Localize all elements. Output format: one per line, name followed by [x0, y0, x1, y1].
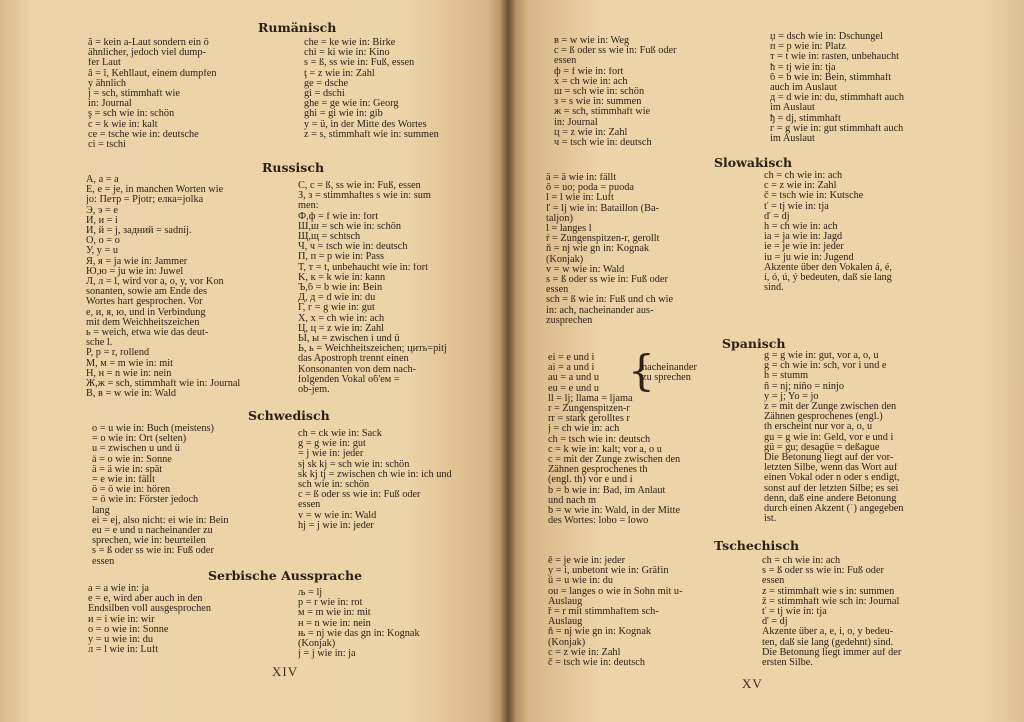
entry-line: v = w wie in: Wald: [298, 510, 377, 521]
entry-line: mit dem Weichheitszeichen: [86, 317, 200, 328]
entry-line: y = ü, in der Mitte des Wortes: [304, 119, 427, 130]
entry-line: б = b wie in: Bein, stimmhaft: [770, 72, 892, 83]
entry-line: в = w wie in: Weg: [554, 36, 630, 46]
right-page: [508, 0, 1024, 722]
entry-line: ä = ä wie in: spät: [92, 464, 163, 475]
entry-line: Zähnen gesprochenes (engl.): [764, 412, 883, 423]
entry-line: å = o wie in: Sonne: [92, 454, 172, 465]
entry-line: h = stumm: [764, 371, 809, 382]
entry-line: p = r wie in: rot: [298, 598, 363, 609]
schwedisch-col-2: [298, 429, 498, 531]
entry-line: Die Betonung liegt immer auf der: [762, 647, 902, 658]
entry-line: д = d wie in: du, stimmhaft auch: [770, 93, 905, 104]
heading-spanisch: Spanisch: [722, 336, 786, 351]
entry-line: o = u wie in: Buch (meistens): [92, 424, 214, 434]
entry-line: Akzente über den Vokalen á, é,: [764, 262, 892, 273]
entry-line: Auslaug: [548, 596, 583, 607]
entry-line: č = tsch wie in: Kutsche: [764, 191, 864, 202]
entry-line: o = o wie in: Sonne: [88, 624, 169, 635]
entry-line: u = zwischen u und ü: [92, 444, 180, 455]
entry-line: lang: [92, 505, 110, 516]
brace: {: [628, 346, 655, 395]
entry-line: Э, э = e: [86, 205, 118, 216]
entry-line: ă = kein a-Laut sondern ein ö: [88, 38, 209, 48]
entry-line: essen: [554, 56, 577, 67]
entry-line: j = ch wie in: ach: [548, 424, 620, 435]
entry-line: sind.: [764, 283, 784, 294]
entry-line: ж = sch, stimmhaft wie: [554, 107, 651, 118]
entry-line: ь = weich, etwa wie das deut-: [86, 328, 209, 339]
heading-rumaenisch: Rumänisch: [258, 20, 337, 35]
entry-line: ten, daß sie lang (gedehnt) sind.: [762, 637, 894, 648]
entry-line: Ъ,б = b wie in: Bein: [298, 283, 383, 294]
entry-line: ch = ch wie in: ach: [762, 556, 841, 566]
page-number-left: XIV: [272, 664, 299, 679]
entry-line: zu sprechen: [642, 373, 691, 384]
entry-line: ш = sch wie in: schön: [554, 87, 645, 98]
entry-line: y = j; Yo = jo: [764, 391, 819, 402]
entry-line: hj = j wie in: jeder: [298, 520, 374, 531]
entry-line: с = ß oder ss wie in: Fuß oder: [554, 46, 677, 57]
entry-line: eu = e und u: [548, 383, 599, 394]
entry-line: C, c = ß, ss wie in: Fuß, essen: [298, 181, 421, 191]
entry-line: č = tsch wie in: deutsch: [548, 658, 646, 669]
tschechisch-col-1: [548, 556, 768, 668]
entry-line: х = ch wie in: ach: [554, 76, 628, 87]
serbisch-col-2: [298, 588, 498, 659]
entry-line: ф = f wie in: fort: [554, 66, 624, 77]
entry-line: У, у = u: [86, 246, 119, 257]
entry-line: т = t wie in: rasten, unbehaucht: [770, 52, 899, 63]
entry-line: ch = ch wie in: ach: [764, 171, 843, 181]
entry-line: ř = r mit stimmhaftem sch-: [548, 607, 659, 618]
entry-line: И, и = i: [86, 215, 118, 226]
entry-line: und nach m: [548, 495, 597, 506]
entry-line: ähnlicher, jedoch viel dump-: [88, 48, 206, 59]
entry-line: ĺ = langes l: [546, 224, 592, 235]
entry-line: Wortes hart gesprochen. Vor: [86, 297, 203, 308]
entry-line: Д, д = d wie in: du: [298, 293, 376, 304]
entry-line: Ф,ф = f wie in: fort: [298, 211, 379, 222]
entry-line: ď = dj: [762, 617, 788, 628]
entry-line: einen Vokal oder n oder s endigt,: [764, 473, 900, 484]
entry-line: ä = ä wie in: fällt: [546, 173, 617, 183]
entry-line: sonanten, sowie am Ende des: [86, 287, 207, 298]
entry-line: sonst auf der letzten Silbe; es sei: [764, 483, 899, 494]
entry-line: ů = u wie in: du: [548, 576, 614, 587]
entry-line: Ц, ц = z wie in: Zahl: [298, 323, 384, 334]
rumaenisch-col-2: [304, 38, 500, 140]
entry-line: T, т = t, unbehaucht wie in: fort: [298, 262, 428, 273]
entry-line: ĺ = l wie in: Luft: [546, 193, 614, 204]
entry-line: nacheinander: [642, 363, 697, 373]
entry-line: ц = z wie in: Zahl: [554, 127, 628, 138]
entry-line: ş = sch wie in: schön: [88, 109, 175, 120]
entry-line: h = ch wie in: ach: [764, 222, 838, 233]
entry-line: das Apostroph trennt einen: [298, 354, 409, 365]
entry-line: ч = tsch wie in: deutsch: [554, 138, 652, 149]
entry-line: z = s, stimmhaft wie in: summen: [304, 129, 439, 140]
heading-slowakisch: Slowakisch: [714, 155, 793, 170]
entry-line: ge = dsche: [304, 78, 349, 89]
spanisch-col-2: [764, 351, 1014, 524]
entry-line: П, п = p wie in: Pass: [298, 252, 384, 263]
entry-line: g = ch wie in: sch, vor i und e: [764, 361, 887, 372]
entry-line: = e wie in: fällt: [92, 475, 155, 486]
entry-line: ñ = nj; niño = ninjo: [764, 381, 844, 392]
entry-line: ch = ck wie in: Sack: [298, 429, 382, 439]
entry-line: = o wie in: Ort (selten): [92, 434, 187, 445]
entry-line: gi = dschi: [304, 89, 345, 100]
entry-line: b = w wie in: Wald, in der Mitte: [548, 506, 681, 517]
entry-line: E, e = je, in manchen Worten wie: [86, 185, 224, 196]
entry-line: sch wie in: schön: [298, 480, 370, 491]
entry-line: ľ = lj wie in: Bataillon (Ba-: [546, 203, 659, 214]
entry-line: ob-jem.: [298, 385, 330, 396]
heading-serbisch: Serbische Aussprache: [208, 568, 363, 583]
entry-line: ŕ = Zungenspitzen-r, gerollt: [546, 234, 660, 245]
heading-schwedisch: Schwedisch: [248, 408, 330, 423]
entry-line: im Auslaut: [770, 134, 815, 145]
entry-line: jo: Петр = Pjotr; елка=jolka: [86, 195, 204, 206]
entry-line: Ь, ь = Weichheitszeichen; цить=pitj: [298, 344, 447, 355]
entry-line: rr = stark gerolltes r: [548, 414, 630, 425]
entry-line: che = ke wie in: Birke: [304, 38, 396, 48]
entry-line: (engl. th) vor e und i: [548, 475, 633, 486]
entry-line: y = u wie in: du: [88, 635, 154, 646]
entry-line: z = stimmhaft wie s in: summen: [762, 586, 895, 597]
entry-line: gu = g wie in: Geld, vor e und i: [764, 432, 894, 443]
entry-line: Auslaug: [548, 617, 583, 628]
entry-line: ghi = gi wie in: gib: [304, 109, 383, 120]
entry-line: K, к = k wie in: kann: [298, 272, 386, 283]
entry-line: љ = lj: [298, 588, 323, 598]
entry-line: s = ß oder ss wie in: Fuß oder: [92, 546, 214, 557]
serbisch-continued-col-1: [554, 36, 766, 148]
page-number-right: XV: [742, 676, 763, 691]
entry-line: denn, daß eine andere Betonung: [764, 493, 897, 504]
entry-line: ž = stimmhaft wie sch in: Journal: [762, 596, 900, 607]
entry-line: A, a = a: [86, 175, 119, 185]
entry-line: s = ß oder ss wie in: Fuß oder: [546, 275, 668, 286]
tschechisch-col-2: [762, 556, 1012, 668]
entry-line: З, з = stimmhaftes s wie in: sum: [298, 191, 431, 202]
entry-line: Ж,ж = sch, stimmhaft wie in: Journal: [86, 379, 241, 390]
russisch-col-1: [86, 175, 298, 399]
entry-line: B, в = w wie in: Wald: [86, 389, 177, 400]
entry-line: in: ach, nacheinander aus-: [546, 305, 654, 316]
entry-line: ghe = ge wie in: Georg: [304, 99, 399, 110]
entry-line: Zähnen gesprochenes th: [548, 465, 648, 476]
entry-line: s = ß oder ss wie in: Fuß oder: [762, 566, 884, 577]
entry-line: ţ = z wie in: Zahl: [304, 68, 375, 79]
entry-line: auch im Auslaut: [770, 83, 837, 94]
entry-line: y ähnlich: [88, 78, 127, 89]
entry-line: ћ = tj wie in: tja: [770, 62, 836, 73]
entry-line: п = p wie in: Platz: [770, 42, 846, 53]
entry-line: ce = tsche wie in: deutsche: [88, 129, 199, 140]
entry-line: (Konjak): [298, 639, 336, 650]
entry-line: y = i, unbetont wie in: Gräfin: [548, 566, 669, 577]
entry-line: men:: [298, 201, 319, 212]
entry-line: z = mit der Zunge zwischen den: [764, 402, 897, 413]
russisch-col-2: [298, 181, 498, 395]
entry-line: ô = uo; poda = puoda: [546, 183, 634, 194]
entry-line: ou = langes o wie in Sohn mit u-: [548, 586, 683, 597]
entry-line: н = n wie in: nein: [298, 618, 371, 629]
entry-line: r = Zungenspitzen-r: [548, 404, 630, 415]
entry-line: ai = a und i: [548, 363, 595, 374]
entry-line: ť = tj wie in: tja: [764, 201, 829, 212]
heading-russisch: Russisch: [262, 160, 325, 175]
entry-line: H, н = n wie in: nein: [86, 368, 172, 379]
entry-line: Endsilben voll ausgesprochen: [88, 604, 211, 615]
entry-line: ia = ja wie in: Jagd: [764, 232, 843, 243]
entry-line: ě = je wie in: jeder: [548, 556, 625, 566]
entry-line: ď = dj: [764, 211, 790, 222]
entry-line: c = ß oder ss wie in: Fuß oder: [298, 490, 421, 501]
entry-line: c = k wie in: kalt; vor a, o u: [548, 444, 662, 455]
entry-line: im Auslaut: [770, 103, 815, 114]
entry-line: ersten Silbe.: [762, 658, 813, 669]
slowakisch-col-2: [764, 171, 1010, 293]
heading-tschechisch: Tschechisch: [714, 538, 800, 553]
entry-line: b = b wie in: Bad, im Anlaut: [548, 485, 666, 496]
entry-line: fer Laut: [88, 58, 121, 69]
entry-line: sprechen, wie in: beurteilen: [92, 536, 206, 547]
entry-line: au = a und u: [548, 373, 599, 384]
entry-line: in: Journal: [88, 99, 132, 110]
entry-line: a = a wie in: ja: [88, 584, 149, 594]
entry-line: taljon): [546, 213, 573, 224]
entry-line: Й, й = j, задний = sadnij.: [86, 226, 192, 237]
entry-line: essen: [546, 285, 569, 296]
entry-line: sche l.: [86, 338, 113, 349]
entry-line: ђ = dj, stimmhaft: [770, 113, 841, 124]
entry-line: Л, л = l, wird vor a, o, y, vor Kon: [86, 277, 224, 288]
entry-line: ll = lj; llama = ljama: [548, 393, 633, 404]
entry-line: Ю,ю = ju wie in: Juwel: [86, 266, 184, 277]
entry-line: sch = ß wie in: Fuß und ch wie: [546, 295, 674, 306]
serbisch-col-1: [88, 584, 296, 655]
entry-line: essen: [298, 500, 321, 511]
entry-line: ist.: [764, 514, 777, 525]
entry-line: (Konjak): [546, 254, 584, 265]
entry-line: з = s wie in: summen: [554, 97, 642, 108]
entry-line: c = mit der Zunge zwischen den: [548, 455, 681, 466]
entry-line: c = z wie in: Zahl: [764, 181, 837, 192]
entry-line: ch = tsch wie in: deutsch: [548, 434, 651, 445]
entry-line: c = k wie in: kalt: [88, 119, 158, 130]
rumaenisch-col-1: [88, 38, 298, 150]
schwedisch-col-1: [92, 424, 298, 567]
entry-line: џ = dsch wie in: Dschungel: [770, 32, 883, 42]
entry-line: Akzente über a, e, i, o, y bedeu-: [762, 627, 894, 638]
entry-line: sj sk kj = sch wie in: schön: [298, 459, 410, 470]
entry-line: = j wie in: jeder: [298, 449, 364, 460]
entry-line: iu = ju wie in: Jugend: [764, 252, 854, 263]
entry-line: м = m wie in: mit: [298, 608, 371, 619]
entry-line: gü = gu; desagüe = deßague: [764, 442, 880, 453]
entry-line: s = ß, ss wie in: Fuß, essen: [304, 58, 415, 69]
entry-line: и = i wie in: wir: [88, 614, 155, 625]
entry-line: ie = je wie in: jeder: [764, 242, 844, 253]
entry-line: Г, г = g wie in: gut: [298, 303, 375, 314]
entry-line: c = z wie in: Zahl: [548, 647, 621, 658]
entry-line: folgenden Vokal об'ем =: [298, 374, 400, 385]
entry-line: th erscheint nur vor a, o, u: [764, 422, 873, 433]
entry-line: v = w wie in: Wald: [546, 264, 625, 275]
entry-line: ei = e und i: [548, 353, 595, 363]
entry-line: durch einen Akzent (´) angegeben: [764, 504, 904, 515]
entry-line: in: Journal: [554, 117, 598, 128]
entry-line: X, х = ch wie in: ach: [298, 313, 385, 324]
entry-line: г = g wie in: gut stimmhaft auch: [770, 123, 904, 134]
entry-line: (Konjak): [548, 637, 586, 648]
entry-line: eu = e und u nacheinander zu: [92, 526, 213, 537]
entry-line: ň = nj wie gn in: Kognak: [548, 627, 652, 638]
entry-line: e = e, wird aber auch in den: [88, 594, 203, 605]
entry-line: Die Betonung liegt auf der vor-: [764, 453, 894, 464]
entry-line: g = g wie in: gut: [298, 439, 366, 450]
entry-line: chi = ki wie in: Kino: [304, 48, 390, 59]
book-gutter: [500, 0, 516, 722]
entry-line: P, p = r, rollend: [86, 348, 150, 359]
entry-line: j = j wie in: ja: [298, 649, 356, 660]
entry-line: = ö wie in: Förster jedoch: [92, 495, 199, 506]
entry-line: â = î, Kehllaut, einem dumpfen: [88, 68, 217, 79]
entry-line: j = sch, stimmhaft wie: [88, 89, 180, 100]
entry-line: zusprechen: [546, 315, 593, 326]
left-page: [0, 0, 508, 722]
entry-line: Ы, ы = zwischen i und ü: [298, 334, 400, 345]
spanisch-brace-note: [642, 363, 742, 383]
entry-line: O, o = o: [86, 236, 120, 247]
entry-line: ei = ej, also nicht: ei wie in: Bein: [92, 515, 229, 526]
entry-line: ci = tschi: [88, 140, 126, 151]
entry-line: Щ,щ = schtsch: [298, 232, 361, 243]
entry-line: ö = ö wie in: hören: [92, 485, 171, 496]
entry-line: í, ó, ú, ý bedeuten, daß sie lang: [764, 273, 892, 284]
entry-line: Ч, ч = tsch wie in: deutsch: [298, 242, 408, 253]
entry-line: essen: [92, 556, 115, 567]
entry-line: њ = nj wie das gn in: Kognak: [298, 628, 420, 639]
entry-line: ň = nj wie gn in: Kognak: [546, 244, 650, 255]
entry-line: e, и, я, ю, und in Verbindung: [86, 307, 206, 318]
slowakisch-col-1: [546, 173, 766, 326]
entry-line: g = g wie in: gut, vor a, o, u: [764, 351, 879, 361]
entry-line: Ш,ш = sch wie in: schön: [298, 221, 402, 232]
entry-line: л = l wie in: Luft: [88, 645, 159, 656]
serbisch-continued-col-2: [770, 32, 1014, 144]
entry-line: sk kj tj = zwischen ch wie in: ich und: [298, 469, 452, 480]
entry-line: letzten Silbe, wenn das Wort auf: [764, 463, 898, 474]
entry-line: des Wortes: lobo = lowo: [548, 516, 649, 527]
entry-line: essen: [762, 576, 785, 587]
entry-line: ť = tj wie in: tja: [762, 607, 827, 618]
entry-line: Konsonanten von dem nach-: [298, 364, 417, 375]
entry-line: Я, я = ja wie in: Jammer: [86, 256, 188, 267]
entry-line: M, м = m wie in: mit: [86, 358, 173, 369]
